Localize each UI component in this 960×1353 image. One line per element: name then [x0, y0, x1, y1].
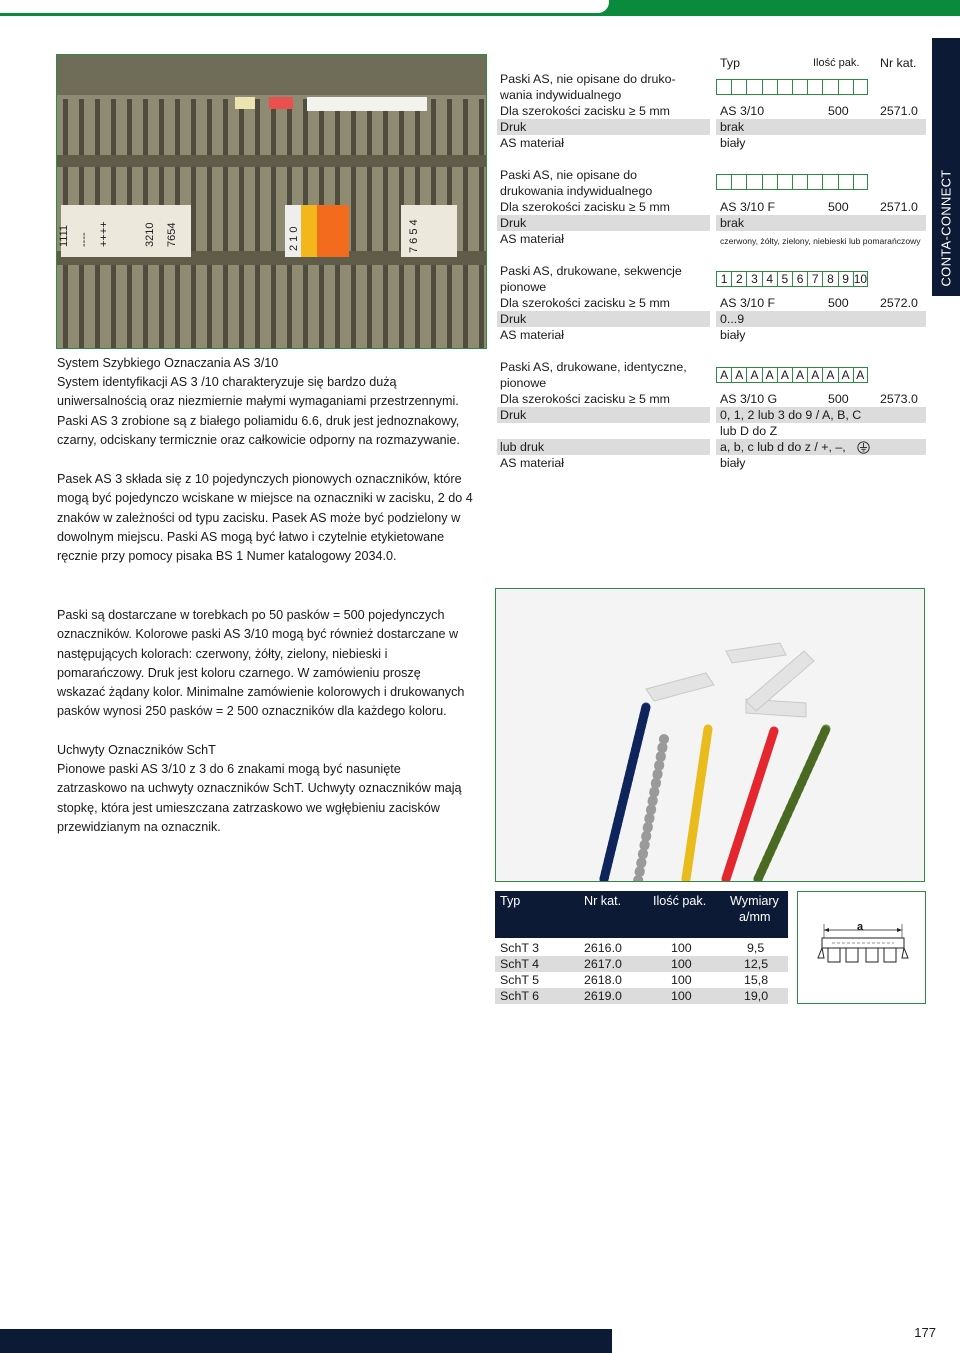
block3-type: AS 3/10 F [720, 296, 776, 310]
header-qty: Ilość pak. [813, 57, 860, 69]
block4-druk-alt-label: lub druk [500, 440, 545, 454]
block3-nr: 2572.0 [880, 296, 918, 310]
block1-width: Dla szerokości zacisku ≥ 5 mm [500, 104, 670, 118]
table-row-4-dim: 19,0 [744, 989, 769, 1003]
header-nr: Nr kat. [880, 56, 917, 70]
block1-material-label: AS materiał [500, 136, 565, 150]
block1-nr: 2571.0 [880, 104, 918, 118]
block2-druk-label: Druk [500, 216, 527, 230]
block1-title-line1: Paski AS, nie opisane do druko- [500, 72, 676, 86]
block4-qty: 500 [828, 392, 849, 406]
ground-symbol-icon [857, 441, 870, 454]
brand-tab-label: CONTA-CONNECT [938, 169, 954, 287]
block1-druk-label: Druk [500, 120, 527, 134]
block2-druk-shade [497, 215, 710, 231]
block3-druk-label: Druk [500, 312, 527, 326]
scht-header-typ: Typ [500, 894, 521, 908]
block2-druk-val-shade [716, 215, 926, 231]
block4-nr: 2573.0 [880, 392, 918, 406]
block4-title-line1: Paski AS, drukowane, identyczne, [500, 360, 687, 374]
section-title: System Szybkiego Oznaczania AS 3/10 [57, 356, 279, 370]
block1-druk-val-shade [716, 119, 926, 135]
table-row-3-dim: 15,8 [744, 973, 769, 987]
marker-text-4: 3210 [144, 222, 156, 247]
page-number: 177 [914, 1325, 936, 1340]
scht-header-nr: Nr kat. [584, 894, 622, 908]
block2-type: AS 3/10 F [720, 200, 776, 214]
top-white-tab [0, 0, 612, 16]
block3-druk-value: 0...9 [720, 312, 745, 326]
table-row-2-nr: 2617.0 [584, 957, 622, 971]
holders-paragraph: Pionowe paski AS 3/10 z 3 do 6 znakami mogą być nasunięte zatrzaskowo na uchwyty oznaczników SchT. Uchwyty oznaczników mają stopkę, która jest umieszczana zatrzaskowo we wgłębieniu zacisków przewidzianym na oznacznik. [57, 762, 462, 834]
diagram-label-a: a [857, 921, 864, 933]
block4-druk-value: 0, 1, 2 lub 3 do 9 / A, B, C [720, 408, 862, 422]
block1-type: AS 3/10 [720, 104, 765, 118]
holders-title: Uchwyty Oznaczników SchT [57, 743, 216, 757]
header-typ: Typ [720, 56, 740, 70]
block1-druk-shade [497, 119, 710, 135]
marker-text-5: 7654 [166, 222, 178, 247]
block4-druk-value-2: lub D do Z [720, 424, 778, 438]
scht-header-dims: Wymiary [730, 894, 779, 908]
block4-druk-shade [497, 407, 710, 423]
strip-paragraph: Pasek AS 3 składa się z 10 pojedynczych pionowych oznaczników, które mogą być pojedynczo wciskane w miejsce na oznaczniki w zacisku, 2 do 4 znaków w zależności od typu zacisku. Pasek AS może być podzielony w dowolnym miejscu. Paski AS mogą być łatwo i czytelnie etykietowane ręcznie przy pomocy pisaka BS 1 Numer katalogowy 2034.0. [57, 472, 473, 564]
block3-druk-shade [497, 311, 710, 327]
intro-paragraph: System identyfikacji AS 3 /10 charakteryzuje się bardzo dużą uniwersalnością oraz niezmiernie małymi wymaganiami przestrzennymi. Paski AS 3 zrobione są z białego poliamidu 6.6, druk jest jednoznakowy, czarny, odciskany termicznie oraz całkowicie odporny na rozmazywanie. [57, 375, 460, 447]
block4-width: Dla szerokości zacisku ≥ 5 mm [500, 392, 670, 406]
block2-druk-value: brak [720, 216, 745, 230]
block4-druk-alt-value: a, b, c lub d do z / +, –, [720, 440, 846, 454]
marker-text-6: 2 1 0 [288, 226, 300, 251]
block3-title-line1: Paski AS, drukowane, sekwencje [500, 264, 682, 278]
table-row-4-qty: 100 [671, 989, 692, 1003]
table-row-2-dim: 12,5 [744, 957, 769, 971]
delivery-paragraph: Paski są dostarczane w torebkach po 50 pasków = 500 pojedynczych oznaczników. Kolorowe paski AS 3/10 mogą być również dostarczane w następujących kolorach: czerwony, żółty, zielony, niebieski i pomarańczowy. Druk jest koloru czarnego. W zamówieniu proszę wskazać żądany kolor. Minimalne zamówienie kolorowych i drukowanych pasków wynosi 250 pasków = 2 500 oznaczników dla każdego koloru. [57, 608, 465, 719]
block4-material-label: AS materiał [500, 456, 565, 470]
table-row-1-dim: 9,5 [747, 941, 765, 955]
scht-header-qty: Ilość pak. [653, 894, 707, 908]
table-row-2-typ: SchT 4 [500, 957, 540, 971]
block2-nr: 2571.0 [880, 200, 918, 214]
block4-material-value: biały [720, 456, 746, 470]
block2-material-label: AS materiał [500, 232, 565, 246]
colored-strips-photo [495, 588, 925, 882]
table-row-3-qty: 100 [671, 973, 692, 987]
block2-material-value: czerwony, żółty, zielony, niebieski lub pomarańczowy [720, 236, 921, 246]
table-row-3-typ: SchT 5 [500, 973, 540, 987]
table-row-3-nr: 2618.0 [584, 973, 622, 987]
table-row-4-typ: SchT 6 [500, 989, 540, 1003]
block2-title-line1: Paski AS, nie opisane do [500, 168, 638, 182]
table-row-2-qty: 100 [671, 957, 692, 971]
block3-druk-val-shade [716, 311, 926, 327]
table-row-1-typ: SchT 3 [500, 941, 540, 955]
bottom-navy-bar [0, 1329, 612, 1353]
block3-qty: 500 [828, 296, 849, 310]
block3-marker-strip: 1 2 3 4 5 6 7 8 9 10 [716, 271, 868, 287]
block2-marker-strip [716, 174, 868, 190]
block1-marker-strip [716, 79, 868, 95]
marker-text-1: 1111 [58, 224, 70, 247]
block4-title-line2: pionowe [500, 376, 547, 390]
block3-material-label: AS materiał [500, 328, 565, 342]
block1-title-line2: wania indywidualnego [500, 88, 622, 102]
block2-width: Dla szerokości zacisku ≥ 5 mm [500, 200, 670, 214]
marker-text-3: ++++ [98, 221, 110, 247]
block1-material-value: biały [720, 136, 746, 150]
block3-width: Dla szerokości zacisku ≥ 5 mm [500, 296, 670, 310]
block4-marker-strip: A A A A A A A A A A [716, 367, 868, 383]
block4-druk-label: Druk [500, 408, 527, 422]
block1-druk-value: brak [720, 120, 745, 134]
block3-material-value: biały [720, 328, 746, 342]
scht-dimension-diagram [797, 891, 926, 1004]
block2-qty: 500 [828, 200, 849, 214]
terminal-blocks-photo [56, 54, 487, 349]
scht-header-unit: a/mm [739, 910, 771, 924]
block1-qty: 500 [828, 104, 849, 118]
table-row-1-qty: 100 [671, 941, 692, 955]
table-row-4-nr: 2619.0 [584, 989, 622, 1003]
block3-title-line2: pionowe [500, 280, 547, 294]
marker-text-2: ---- [78, 232, 90, 247]
marker-text-7: 7 6 5 4 [408, 219, 420, 253]
block4-type: AS 3/10 G [720, 392, 778, 406]
table-row-1-nr: 2616.0 [584, 941, 622, 955]
block2-title-line2: drukowania indywidualnego [500, 184, 653, 198]
